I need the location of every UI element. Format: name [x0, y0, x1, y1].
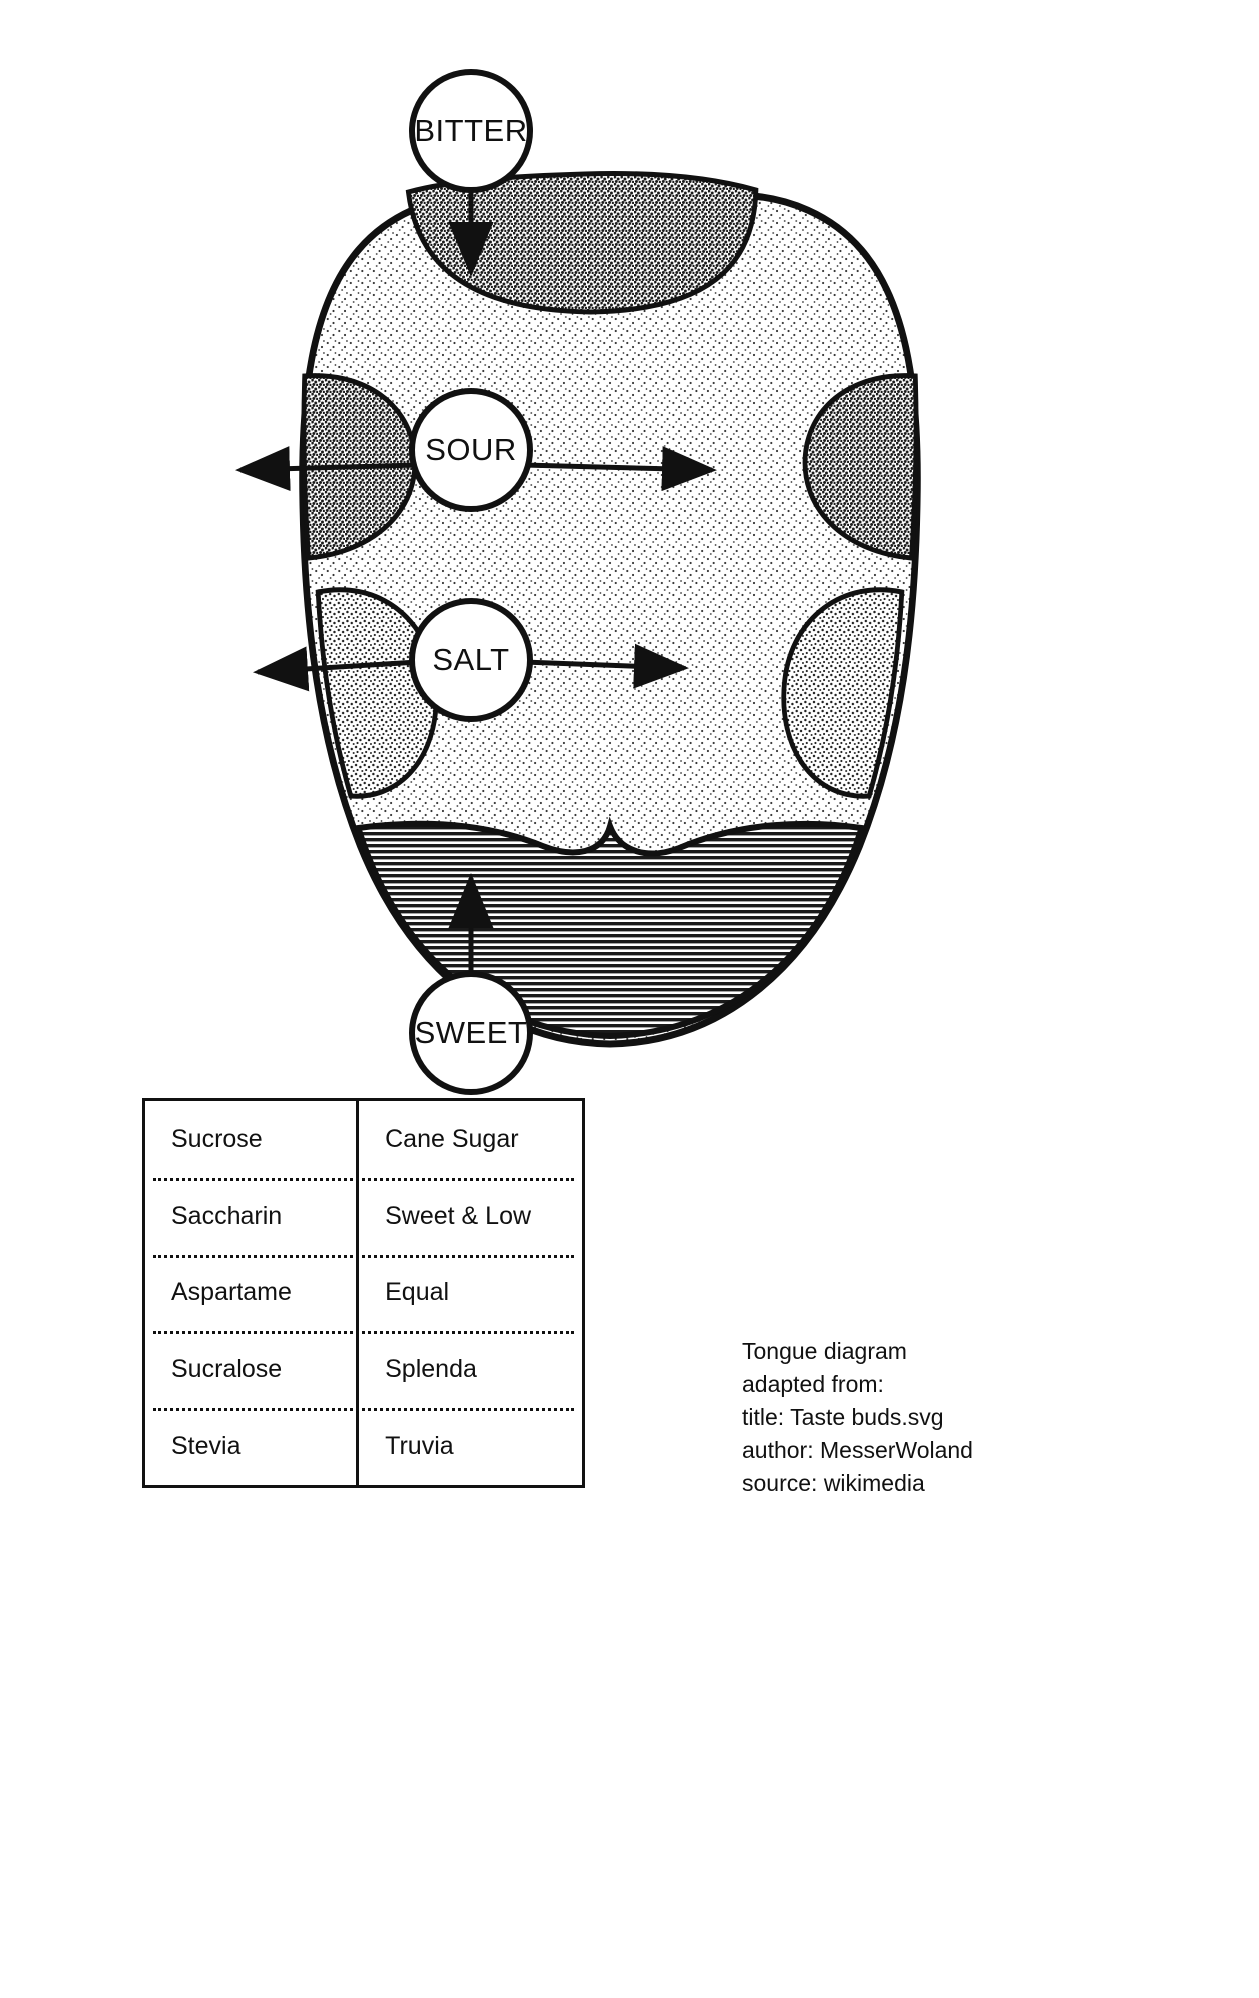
brand-name: Equal — [385, 1278, 450, 1307]
table-row — [145, 1101, 582, 1178]
bitter-label-bubble[interactable] — [412, 72, 530, 190]
credit-line-2: adapted from: — [742, 1371, 884, 1397]
compound-name: Saccharin — [145, 1178, 359, 1255]
credit-line-3: title: Taste buds.svg — [742, 1404, 944, 1430]
compound-name: Sucrose — [145, 1101, 359, 1178]
credit-line-4: author: MesserWoland — [742, 1437, 973, 1463]
compound-name: Sucralose — [145, 1331, 359, 1408]
brand-name: Cane Sugar — [385, 1124, 519, 1153]
sour-label-bubble[interactable] — [412, 391, 530, 509]
salt-label-bubble[interactable] — [412, 601, 530, 719]
attribution-credit — [742, 1335, 1042, 1500]
brand-name: Sweet & Low — [385, 1201, 532, 1230]
sour-label: SOUR — [425, 432, 517, 468]
sweet-label-bubble[interactable] — [412, 974, 530, 1092]
table-row — [145, 1331, 582, 1408]
compound-name: Aspartame — [145, 1255, 359, 1332]
brand-name: Truvia — [385, 1432, 454, 1461]
table-row — [145, 1178, 582, 1255]
table-row — [145, 1255, 582, 1332]
salt-label: SALT — [432, 642, 510, 678]
sweetener-table — [142, 1098, 585, 1488]
sweet-label: SWEET — [414, 1015, 528, 1051]
bitter-label: BITTER — [414, 113, 528, 149]
compound-name: Stevia — [145, 1408, 359, 1485]
credit-line-1: Tongue diagram — [742, 1338, 907, 1364]
table-row — [145, 1408, 582, 1485]
brand-name: Splenda — [385, 1355, 477, 1384]
credit-line-5: source: wikimedia — [742, 1470, 925, 1496]
